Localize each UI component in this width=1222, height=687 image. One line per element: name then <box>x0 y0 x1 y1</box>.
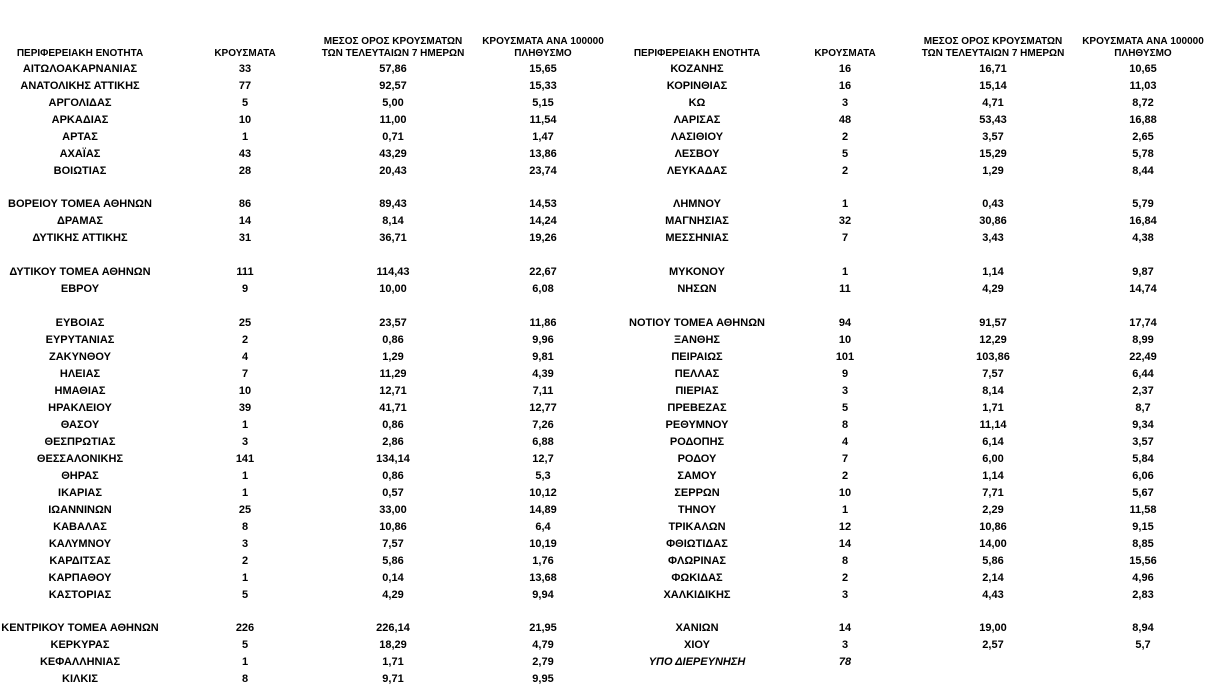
right-table-row <box>0 112 1222 128</box>
cases-per-100k: 14,24 <box>529 215 557 227</box>
seven-day-average: 2,14 <box>982 572 1004 584</box>
right-table-row <box>0 264 1222 280</box>
case-count: 31 <box>238 232 252 244</box>
case-count: 3 <box>841 97 849 109</box>
seven-day-average: 9,71 <box>382 673 404 685</box>
region-name: ΖΑΚΥΝΘΟΥ <box>48 351 112 363</box>
case-count: 4 <box>841 436 849 448</box>
seven-day-average: 36,71 <box>379 232 407 244</box>
case-count: 14 <box>838 538 852 550</box>
region-name: ΛΑΡΙΣΑΣ <box>673 114 721 126</box>
cases-per-100k: 15,65 <box>529 63 557 75</box>
case-count: 25 <box>238 317 252 329</box>
cases-per-100k: 8,72 <box>1132 97 1154 109</box>
case-count: 1 <box>241 470 249 482</box>
region-name: ΠΕΛΛΑΣ <box>674 368 720 380</box>
right-table-row <box>0 129 1222 145</box>
seven-day-average: 2,29 <box>982 504 1004 516</box>
seven-day-average: 15,29 <box>979 148 1007 160</box>
right-table-row <box>0 332 1222 348</box>
cases-per-100k: 6,08 <box>532 283 554 295</box>
cases-per-100k: 17,74 <box>1129 317 1157 329</box>
cases-per-100k: 10,19 <box>529 538 557 550</box>
right-table-row <box>0 434 1222 450</box>
cases-per-100k: 11,58 <box>1129 504 1157 516</box>
case-count: 32 <box>838 215 852 227</box>
left-header-avg: ΜΕΣΟΣ ΟΡΟΣ ΚΡΟΥΣΜΑΤΩΝ ΤΩΝ ΤΕΛΕΥΤΑΙΩΝ 7 ΗΜΕΡΩΝ <box>321 36 465 59</box>
region-name: ΛΑΣΙΘΙΟΥ <box>670 131 724 143</box>
region-name: ΤΗΝΟΥ <box>677 504 717 516</box>
seven-day-average: 5,86 <box>982 555 1004 567</box>
region-name: ΑΝΑΤΟΛΙΚΗΣ ΑΤΤΙΚΗΣ <box>20 80 140 92</box>
right-table-row <box>0 383 1222 399</box>
seven-day-average: 4,71 <box>982 97 1004 109</box>
cases-per-100k: 1,76 <box>532 555 554 567</box>
cases-per-100k: 15,33 <box>529 80 557 92</box>
region-name: ΙΩΑΝΝΙΝΩΝ <box>48 504 112 516</box>
cases-per-100k: 2,79 <box>532 656 554 668</box>
left-header-cases: ΚΡΟΥΣΜΑΤΑ <box>214 48 276 59</box>
seven-day-average: 0,57 <box>382 487 404 499</box>
case-count: 111 <box>236 266 254 278</box>
case-count: 1 <box>241 656 249 668</box>
region-name: ΣΑΜΟΥ <box>677 470 717 482</box>
right-table-row <box>0 654 1222 670</box>
case-count: 7 <box>241 368 249 380</box>
case-count: 1 <box>241 419 249 431</box>
right-table-row <box>0 146 1222 162</box>
region-name: ΕΥΡΥΤΑΝΙΑΣ <box>45 334 115 346</box>
region-name: ΦΛΩΡΙΝΑΣ <box>667 555 727 567</box>
seven-day-average: 5,86 <box>382 555 404 567</box>
seven-day-average: 226,14 <box>376 622 410 634</box>
region-name: ΗΡΑΚΛΕΙΟΥ <box>48 402 112 414</box>
right-header-cases: ΚΡΟΥΣΜΑΤΑ <box>814 48 876 59</box>
region-name: ΚΙΛΚΙΣ <box>62 673 98 685</box>
case-count: 2 <box>841 131 849 143</box>
case-count: 2 <box>841 165 849 177</box>
right-table-row <box>0 78 1222 94</box>
cases-per-100k: 4,96 <box>1132 572 1154 584</box>
case-count: 3 <box>241 436 249 448</box>
cases-per-100k: 15,56 <box>1129 555 1157 567</box>
case-count: 9 <box>241 283 249 295</box>
seven-day-average: 0,14 <box>382 572 404 584</box>
region-name: ΘΑΣΟΥ <box>60 419 100 431</box>
region-name: ΑΡΚΑΔΙΑΣ <box>51 114 109 126</box>
case-count: 141 <box>235 453 255 465</box>
region-name: ΕΥΒΟΙΑΣ <box>55 317 105 329</box>
seven-day-average: 57,86 <box>379 63 407 75</box>
case-count: 3 <box>841 385 849 397</box>
cases-per-100k: 16,84 <box>1129 215 1157 227</box>
seven-day-average: 1,14 <box>982 470 1004 482</box>
case-count: 3 <box>241 538 249 550</box>
region-name: ΒΟΡΕΙΟΥ ΤΟΜΕΑ ΑΘΗΝΩΝ <box>8 198 152 210</box>
right-table-row <box>0 349 1222 365</box>
case-count: 8 <box>241 521 249 533</box>
left-header-region: ΠΕΡΙΦΕΡΕΙΑΚΗ ΕΝΟΤΗΤΑ <box>16 48 144 59</box>
region-name: ΔΥΤΙΚΟΥ ΤΟΜΕΑ ΑΘΗΝΩΝ <box>9 266 151 278</box>
cases-per-100k: 10,12 <box>529 487 557 499</box>
right-table-row <box>0 536 1222 552</box>
region-name: ΤΡΙΚΑΛΩΝ <box>668 521 726 533</box>
right-table-row <box>0 95 1222 111</box>
seven-day-average: 7,57 <box>982 368 1004 380</box>
seven-day-average: 1,71 <box>982 402 1004 414</box>
seven-day-average: 10,00 <box>379 283 407 295</box>
right-table-row <box>0 230 1222 246</box>
cases-per-100k: 12,7 <box>532 453 554 465</box>
case-count: 94 <box>838 317 852 329</box>
region-name: ΚΩ <box>688 97 706 109</box>
cases-per-100k: 12,77 <box>529 402 557 414</box>
seven-day-average: 11,00 <box>379 114 407 126</box>
cases-per-100k: 2,65 <box>1132 131 1154 143</box>
cases-per-100k: 8,99 <box>1132 334 1154 346</box>
region-name: ΣΕΡΡΩΝ <box>674 487 720 499</box>
seven-day-average: 41,71 <box>379 402 407 414</box>
seven-day-average: 19,00 <box>979 622 1007 634</box>
case-count: 2 <box>841 572 849 584</box>
case-count: 5 <box>241 97 249 109</box>
region-name: ΚΑΒΑΛΑΣ <box>53 521 107 533</box>
case-count: 7 <box>841 232 849 244</box>
right-header-per100k: ΚΡΟΥΣΜΑΤΑ ΑΝΑ 100000 ΠΛΗΘΥΣΜΟ <box>1082 36 1204 59</box>
cases-per-100k: 14,74 <box>1129 283 1157 295</box>
cases-per-100k: 22,49 <box>1129 351 1157 363</box>
cases-per-100k: 9,34 <box>1132 419 1154 431</box>
cases-per-100k: 11,03 <box>1129 80 1157 92</box>
right-table-row <box>0 502 1222 518</box>
region-name: ΜΑΓΝΗΣΙΑΣ <box>665 215 729 227</box>
seven-day-average: 3,57 <box>982 131 1004 143</box>
seven-day-average: 10,86 <box>979 521 1007 533</box>
region-name: ΧΑΛΚΙΔΙΚΗΣ <box>663 589 731 601</box>
region-name: ΡΟΔΟΥ <box>677 453 717 465</box>
case-count: 10 <box>238 385 252 397</box>
region-name: ΕΒΡΟΥ <box>60 283 100 295</box>
cases-per-100k: 5,67 <box>1132 487 1154 499</box>
case-count: 8 <box>241 673 249 685</box>
cases-per-100k: 2,37 <box>1132 385 1154 397</box>
region-name: ΦΩΚΙΔΑΣ <box>671 572 723 584</box>
case-count: 226 <box>235 622 255 634</box>
region-name: ΗΜΑΘΙΑΣ <box>54 385 106 397</box>
right-table-row <box>0 213 1222 229</box>
case-count: 10 <box>838 487 852 499</box>
region-name: ΑΧΑΪΑΣ <box>59 148 101 160</box>
right-table-row <box>0 400 1222 416</box>
region-name: ΚΑΡΠΑΘΟΥ <box>48 572 112 584</box>
case-count: 43 <box>238 148 252 160</box>
right-table-row <box>0 468 1222 484</box>
right-table-row <box>0 620 1222 636</box>
cases-per-100k: 9,81 <box>532 351 554 363</box>
seven-day-average: 0,71 <box>382 131 404 143</box>
cases-per-100k: 5,84 <box>1132 453 1154 465</box>
cases-per-100k: 8,85 <box>1132 538 1154 550</box>
region-name: ΔΥΤΙΚΗΣ ΑΤΤΙΚΗΣ <box>32 232 128 244</box>
seven-day-average: 3,43 <box>982 232 1004 244</box>
cases-per-100k: 9,94 <box>532 589 554 601</box>
cases-per-100k: 9,96 <box>532 334 554 346</box>
region-name: ΗΛΕΙΑΣ <box>59 368 101 380</box>
case-count: 3 <box>841 589 849 601</box>
right-table-row <box>0 281 1222 297</box>
region-name: ΑΡΓΟΛΙΔΑΣ <box>48 97 112 109</box>
cases-per-100k: 16,88 <box>1129 114 1157 126</box>
case-count: 33 <box>238 63 252 75</box>
case-count: 1 <box>841 504 849 516</box>
region-name: ΡΕΘΥΜΝΟΥ <box>665 419 729 431</box>
seven-day-average: 16,71 <box>979 63 1007 75</box>
cases-per-100k: 8,44 <box>1132 165 1154 177</box>
case-count: 1 <box>241 487 249 499</box>
right-table-row <box>0 366 1222 382</box>
region-name: ΛΕΣΒΟΥ <box>674 148 720 160</box>
seven-day-average: 7,57 <box>382 538 404 550</box>
seven-day-average: 2,57 <box>982 639 1004 651</box>
seven-day-average: 4,43 <box>982 589 1004 601</box>
case-count: 7 <box>841 453 849 465</box>
cases-per-100k: 21,95 <box>529 622 557 634</box>
case-count: 5 <box>241 639 249 651</box>
seven-day-average: 0,86 <box>382 419 404 431</box>
seven-day-average: 53,43 <box>979 114 1007 126</box>
region-name: ΚΑΣΤΟΡΙΑΣ <box>48 589 112 601</box>
region-name: ΝΗΣΩΝ <box>677 283 717 295</box>
case-count: 101 <box>835 351 855 363</box>
case-count: 86 <box>238 198 252 210</box>
cases-per-100k: 13,86 <box>529 148 557 160</box>
cases-per-100k: 11,86 <box>529 317 557 329</box>
region-name: ΘΗΡΑΣ <box>61 470 99 482</box>
cases-per-100k: 6,06 <box>1132 470 1154 482</box>
cases-per-100k: 11,54 <box>529 114 557 126</box>
seven-day-average: 134,14 <box>376 453 410 465</box>
region-name: ΚΕΝΤΡΙΚΟΥ ΤΟΜΕΑ ΑΘΗΝΩΝ <box>1 622 159 634</box>
case-count: 5 <box>841 148 849 160</box>
seven-day-average: 92,57 <box>379 80 407 92</box>
seven-day-average: 11,14 <box>979 419 1007 431</box>
cases-per-100k: 4,38 <box>1132 232 1154 244</box>
cases-per-100k: 9,95 <box>532 673 554 685</box>
cases-per-100k: 4,39 <box>532 368 554 380</box>
right-header-avg: ΜΕΣΟΣ ΟΡΟΣ ΚΡΟΥΣΜΑΤΩΝ ΤΩΝ ΤΕΛΕΥΤΑΙΩΝ 7 ΗΜΕΡΩΝ <box>921 36 1065 59</box>
case-count: 9 <box>841 368 849 380</box>
cases-per-100k: 13,68 <box>529 572 557 584</box>
case-count: 11 <box>839 283 851 295</box>
seven-day-average: 6,14 <box>982 436 1004 448</box>
cases-per-100k: 7,11 <box>532 385 554 397</box>
seven-day-average: 11,29 <box>379 368 407 380</box>
seven-day-average: 8,14 <box>382 215 404 227</box>
right-table-row <box>0 553 1222 569</box>
seven-day-average: 1,29 <box>382 351 404 363</box>
case-count: 14 <box>238 215 252 227</box>
seven-day-average: 1,71 <box>382 656 404 668</box>
region-name: ΚΑΛΥΜΝΟΥ <box>48 538 112 550</box>
seven-day-average: 0,86 <box>382 334 404 346</box>
region-name: ΠΕΙΡΑΙΩΣ <box>671 351 723 363</box>
region-name: ΚΟΡΙΝΘΙΑΣ <box>666 80 728 92</box>
seven-day-average: 114,43 <box>376 266 410 278</box>
case-count: 1 <box>841 266 849 278</box>
case-count: 25 <box>238 504 252 516</box>
region-name: ΛΕΥΚΑΔΑΣ <box>666 165 728 177</box>
case-count: 78 <box>838 656 852 668</box>
right-table-row <box>0 570 1222 586</box>
seven-day-average: 91,57 <box>979 317 1007 329</box>
region-name: ΙΚΑΡΙΑΣ <box>58 487 102 499</box>
case-count: 1 <box>241 131 249 143</box>
region-name: ΒΟΙΩΤΙΑΣ <box>53 165 107 177</box>
case-count: 77 <box>238 80 252 92</box>
cases-per-100k: 5,7 <box>1135 639 1151 651</box>
right-table-row <box>0 587 1222 603</box>
left-header-per100k: ΚΡΟΥΣΜΑΤΑ ΑΝΑ 100000 ΠΛΗΘΥΣΜΟ <box>482 36 604 59</box>
case-count: 10 <box>838 334 852 346</box>
case-count: 4 <box>241 351 249 363</box>
cases-per-100k: 6,44 <box>1132 368 1154 380</box>
right-table-row <box>0 196 1222 212</box>
case-count: 1 <box>241 572 249 584</box>
seven-day-average: 0,86 <box>382 470 404 482</box>
case-count: 5 <box>241 589 249 601</box>
right-header-region: ΠΕΡΙΦΕΡΕΙΑΚΗ ΕΝΟΤΗΤΑ <box>633 48 761 59</box>
seven-day-average: 15,14 <box>979 80 1007 92</box>
cases-per-100k: 6,4 <box>535 521 551 533</box>
case-count: 2 <box>241 334 249 346</box>
right-table-row <box>0 61 1222 77</box>
case-count: 8 <box>841 419 849 431</box>
cases-per-100k: 4,79 <box>532 639 554 651</box>
region-name: ΞΑΝΘΗΣ <box>673 334 721 346</box>
region-name: ΘΕΣΠΡΩΤΙΑΣ <box>44 436 116 448</box>
seven-day-average: 1,14 <box>982 266 1004 278</box>
cases-per-100k: 3,57 <box>1132 436 1154 448</box>
region-name: ΚΟΖΑΝΗΣ <box>670 63 724 75</box>
case-count: 14 <box>838 622 852 634</box>
seven-day-average: 2,86 <box>382 436 404 448</box>
cases-per-100k: 9,87 <box>1132 266 1154 278</box>
seven-day-average: 12,71 <box>379 385 407 397</box>
seven-day-average: 20,43 <box>379 165 407 177</box>
case-count: 16 <box>838 80 852 92</box>
seven-day-average: 89,43 <box>379 198 407 210</box>
seven-day-average: 10,86 <box>379 521 407 533</box>
seven-day-average: 30,86 <box>979 215 1007 227</box>
region-name: ΚΑΡΔΙΤΣΑΣ <box>49 555 111 567</box>
seven-day-average: 6,00 <box>982 453 1004 465</box>
region-name: ΡΟΔΟΠΗΣ <box>669 436 725 448</box>
region-name: ΑΡΤΑΣ <box>62 131 98 143</box>
cases-per-100k: 14,89 <box>529 504 557 516</box>
case-count: 12 <box>838 521 852 533</box>
seven-day-average: 4,29 <box>382 589 404 601</box>
region-name: ΑΙΤΩΛΟΑΚΑΡΝΑΝΙΑΣ <box>22 63 138 75</box>
region-name: ΜΥΚΟΝΟΥ <box>668 266 726 278</box>
cases-per-100k: 5,79 <box>1132 198 1154 210</box>
region-name: ΔΡΑΜΑΣ <box>56 215 104 227</box>
right-table-row <box>0 315 1222 331</box>
right-table-row <box>0 637 1222 653</box>
cases-per-100k: 19,26 <box>529 232 557 244</box>
seven-day-average: 33,00 <box>379 504 407 516</box>
region-name: ΜΕΣΣΗΝΙΑΣ <box>665 232 729 244</box>
right-table-row <box>0 485 1222 501</box>
case-count: 28 <box>238 165 252 177</box>
region-name: ΠΙΕΡΙΑΣ <box>675 385 719 397</box>
region-name: ΘΕΣΣΑΛΟΝΙΚΗΣ <box>36 453 124 465</box>
cases-per-100k: 8,7 <box>1135 402 1151 414</box>
seven-day-average: 0,43 <box>982 198 1004 210</box>
region-name: ΚΕΡΚΥΡΑΣ <box>50 639 110 651</box>
region-name: ΚΕΦΑΛΛΗΝΙΑΣ <box>39 656 121 668</box>
case-count: 48 <box>838 114 852 126</box>
right-table-row <box>0 451 1222 467</box>
region-name: ΦΘΙΩΤΙΔΑΣ <box>666 538 728 550</box>
cases-per-100k: 5,3 <box>535 470 551 482</box>
case-count: 10 <box>238 114 252 126</box>
case-count: 1 <box>841 198 849 210</box>
case-count: 16 <box>838 63 852 75</box>
seven-day-average: 12,29 <box>979 334 1007 346</box>
region-name: ΧΙΟΥ <box>684 639 710 651</box>
seven-day-average: 7,71 <box>982 487 1004 499</box>
seven-day-average: 43,29 <box>379 148 407 160</box>
cases-per-100k: 6,88 <box>532 436 554 448</box>
cases-per-100k: 1,47 <box>532 131 554 143</box>
seven-day-average: 14,00 <box>979 538 1007 550</box>
cases-per-100k: 8,94 <box>1132 622 1154 634</box>
cases-per-100k: 7,26 <box>532 419 554 431</box>
case-count: 39 <box>238 402 252 414</box>
cases-per-100k: 9,15 <box>1132 521 1154 533</box>
cases-per-100k: 23,74 <box>529 165 557 177</box>
case-count: 3 <box>841 639 849 651</box>
cases-per-100k: 22,67 <box>529 266 557 278</box>
case-count: 2 <box>241 555 249 567</box>
seven-day-average: 5,00 <box>382 97 404 109</box>
seven-day-average: 1,29 <box>982 165 1004 177</box>
seven-day-average: 8,14 <box>982 385 1004 397</box>
seven-day-average: 103,86 <box>976 351 1010 363</box>
case-count: 5 <box>841 402 849 414</box>
seven-day-average: 18,29 <box>379 639 407 651</box>
region-name: ΥΠΟ ΔΙΕΡΕΥΝΗΣΗ <box>648 656 746 668</box>
right-table-row <box>0 519 1222 535</box>
cases-per-100k: 10,65 <box>1129 63 1157 75</box>
case-count: 8 <box>841 555 849 567</box>
region-name: ΠΡΕΒΕΖΑΣ <box>667 402 727 414</box>
right-table-row <box>0 417 1222 433</box>
case-count: 2 <box>841 470 849 482</box>
region-name: ΛΗΜΝΟΥ <box>673 198 721 210</box>
region-name: ΝΟΤΙΟΥ ΤΟΜΕΑ ΑΘΗΝΩΝ <box>629 317 765 329</box>
region-name: ΧΑΝΙΩΝ <box>675 622 719 634</box>
seven-day-average: 23,57 <box>379 317 407 329</box>
cases-per-100k: 5,78 <box>1132 148 1154 160</box>
cases-per-100k: 2,83 <box>1132 589 1154 601</box>
cases-per-100k: 5,15 <box>532 97 554 109</box>
seven-day-average: 4,29 <box>982 283 1004 295</box>
right-table-row <box>0 163 1222 179</box>
cases-per-100k: 14,53 <box>529 198 557 210</box>
